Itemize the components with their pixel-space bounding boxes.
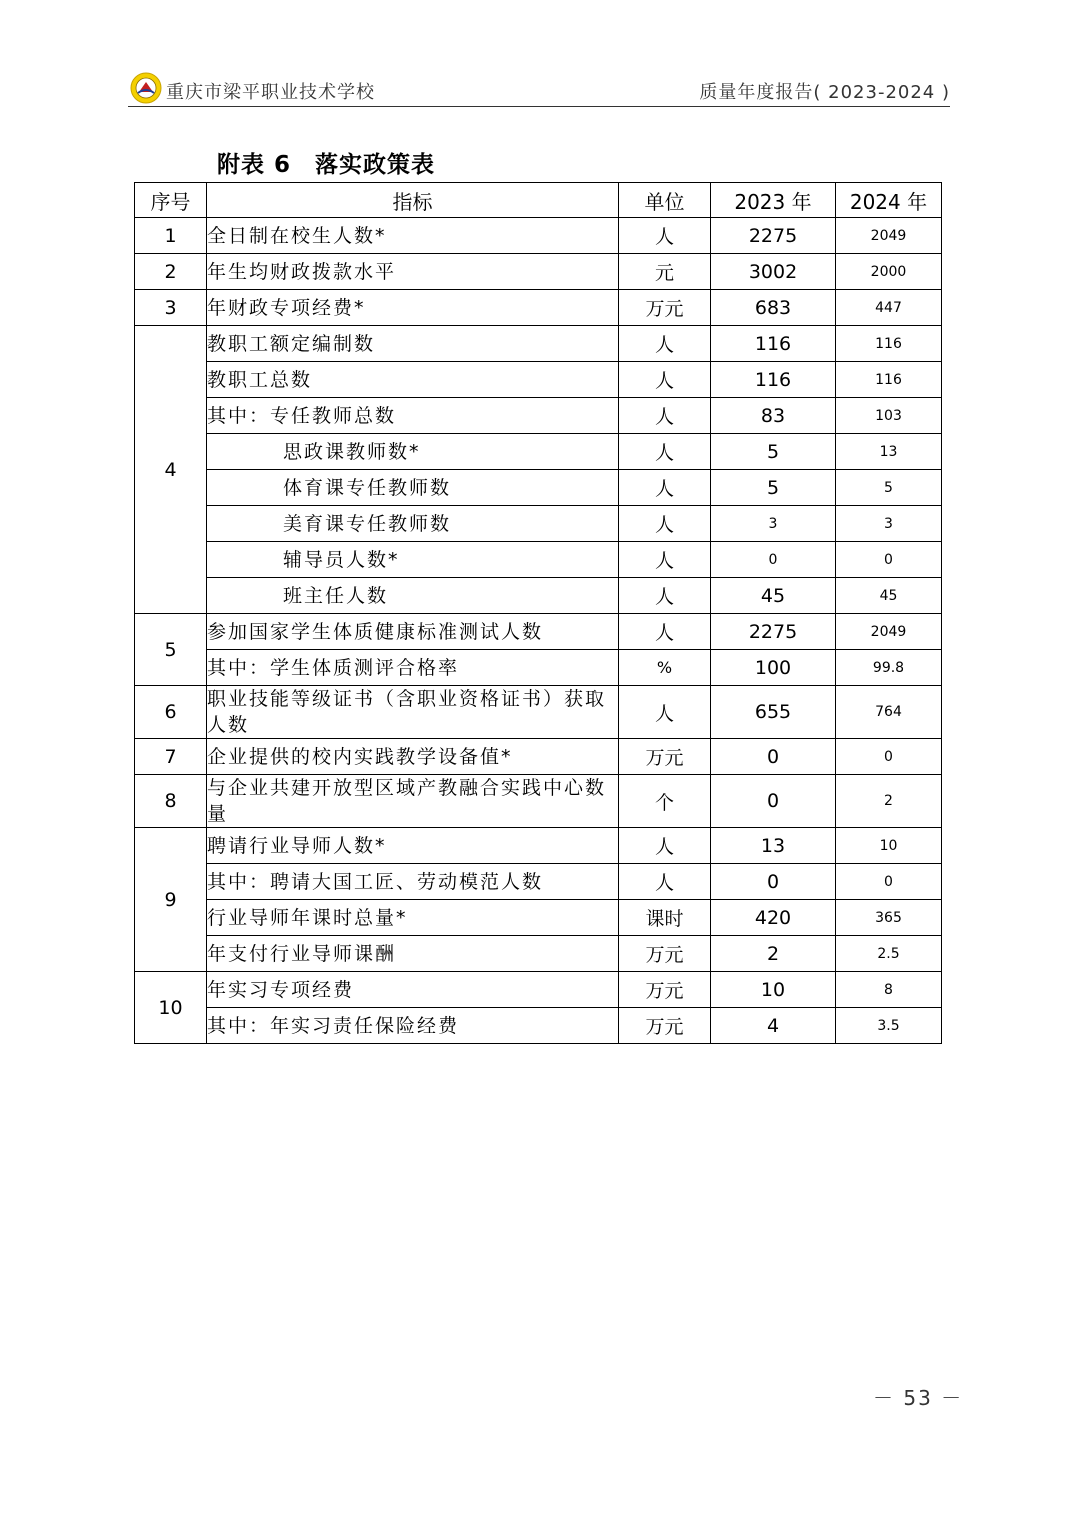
unit-cell: 课时 <box>619 900 711 936</box>
school-name: 重庆市梁平职业技术学校 <box>166 82 375 103</box>
indicator-cell: 美育课专任教师数 <box>207 506 619 542</box>
table-header-row <box>135 183 942 218</box>
value-2023-cell: 4 <box>711 1008 836 1044</box>
seq-cell: 1 <box>135 218 207 254</box>
value-2023-cell: 0 <box>711 542 836 578</box>
table-row <box>135 828 942 864</box>
indicator-cell: 其中：年实习责任保险经费 <box>207 1008 619 1044</box>
seq-cell: 7 <box>135 739 207 775</box>
indicator-cell: 其中：聘请大国工匠、劳动模范人数 <box>207 864 619 900</box>
table-row <box>135 326 942 362</box>
table-row <box>135 506 942 542</box>
value-2023-cell: 0 <box>711 739 836 775</box>
value-2023-cell: 10 <box>711 972 836 1008</box>
value-2024-cell: 2.5 <box>836 936 942 972</box>
indicator-cell: 职业技能等级证书（含职业资格证书）获取人数 <box>207 686 619 739</box>
unit-cell: 人 <box>619 218 711 254</box>
table-row <box>135 900 942 936</box>
unit-cell: 万元 <box>619 936 711 972</box>
unit-cell: 人 <box>619 398 711 434</box>
column-header-unit: 单位 <box>619 183 711 218</box>
table-row <box>135 936 942 972</box>
value-2023-cell: 420 <box>711 900 836 936</box>
policy-table <box>134 182 942 1044</box>
indicator-cell: 聘请行业导师人数* <box>207 828 619 864</box>
unit-cell: % <box>619 650 711 686</box>
value-2023-cell: 655 <box>711 686 836 739</box>
seq-cell: 6 <box>135 686 207 739</box>
indicator-cell: 年支付行业导师课酬 <box>207 936 619 972</box>
table-title: 附表 6 落实政策表 <box>217 152 436 178</box>
unit-cell: 人 <box>619 614 711 650</box>
value-2024-cell: 99.8 <box>836 650 942 686</box>
table-row <box>135 398 942 434</box>
value-2023-cell: 116 <box>711 326 836 362</box>
seq-cell: 10 <box>135 972 207 1044</box>
value-2024-cell: 447 <box>836 290 942 326</box>
table-row <box>135 686 942 739</box>
table-row <box>135 614 942 650</box>
value-2024-cell: 2 <box>836 775 942 828</box>
value-2023-cell: 2275 <box>711 218 836 254</box>
column-header-2023: 2023 年 <box>711 183 836 218</box>
table-row <box>135 739 942 775</box>
unit-cell: 人 <box>619 362 711 398</box>
value-2024-cell: 10 <box>836 828 942 864</box>
value-2023-cell: 0 <box>711 864 836 900</box>
indicator-cell: 思政课教师数* <box>207 434 619 470</box>
unit-cell: 人 <box>619 578 711 614</box>
value-2023-cell: 100 <box>711 650 836 686</box>
seq-cell: 9 <box>135 828 207 972</box>
seq-cell: 4 <box>135 326 207 614</box>
table-row <box>135 1008 942 1044</box>
unit-cell: 万元 <box>619 1008 711 1044</box>
unit-cell: 个 <box>619 775 711 828</box>
table-row <box>135 434 942 470</box>
table-row <box>135 542 942 578</box>
indicator-cell: 教职工额定编制数 <box>207 326 619 362</box>
indicator-cell: 体育课专任教师数 <box>207 470 619 506</box>
value-2024-cell: 2049 <box>836 614 942 650</box>
unit-cell: 人 <box>619 470 711 506</box>
column-header-seq: 序号 <box>135 183 207 218</box>
page-header <box>128 70 950 107</box>
indicator-cell: 班主任人数 <box>207 578 619 614</box>
indicator-cell: 年生均财政拨款水平 <box>207 254 619 290</box>
indicator-cell: 其中：专任教师总数 <box>207 398 619 434</box>
indicator-cell: 与企业共建开放型区域产教融合实践中心数量 <box>207 775 619 828</box>
value-2024-cell: 2000 <box>836 254 942 290</box>
indicator-cell: 行业导师年课时总量* <box>207 900 619 936</box>
unit-cell: 人 <box>619 864 711 900</box>
value-2024-cell: 365 <box>836 900 942 936</box>
value-2023-cell: 5 <box>711 434 836 470</box>
seq-cell: 8 <box>135 775 207 828</box>
value-2024-cell: 45 <box>836 578 942 614</box>
value-2024-cell: 764 <box>836 686 942 739</box>
value-2023-cell: 116 <box>711 362 836 398</box>
value-2024-cell: 116 <box>836 362 942 398</box>
indicator-cell: 教职工总数 <box>207 362 619 398</box>
unit-cell: 万元 <box>619 290 711 326</box>
value-2024-cell: 3 <box>836 506 942 542</box>
page-number: － 53 － <box>873 1386 964 1410</box>
table-row <box>135 864 942 900</box>
value-2023-cell: 45 <box>711 578 836 614</box>
school-logo-icon <box>130 72 162 104</box>
value-2024-cell: 116 <box>836 326 942 362</box>
value-2023-cell: 3002 <box>711 254 836 290</box>
value-2023-cell: 2275 <box>711 614 836 650</box>
value-2024-cell: 103 <box>836 398 942 434</box>
value-2024-cell: 13 <box>836 434 942 470</box>
value-2023-cell: 2 <box>711 936 836 972</box>
unit-cell: 人 <box>619 434 711 470</box>
table-row <box>135 972 942 1008</box>
unit-cell: 万元 <box>619 739 711 775</box>
indicator-cell: 全日制在校生人数* <box>207 218 619 254</box>
value-2023-cell: 83 <box>711 398 836 434</box>
seq-cell: 2 <box>135 254 207 290</box>
unit-cell: 万元 <box>619 972 711 1008</box>
value-2023-cell: 3 <box>711 506 836 542</box>
unit-cell: 人 <box>619 828 711 864</box>
table-row <box>135 362 942 398</box>
table-row <box>135 254 942 290</box>
indicator-cell: 年财政专项经费* <box>207 290 619 326</box>
value-2024-cell: 8 <box>836 972 942 1008</box>
column-header-indicator: 指标 <box>207 183 619 218</box>
indicator-cell: 企业提供的校内实践教学设备值* <box>207 739 619 775</box>
indicator-cell: 辅导员人数* <box>207 542 619 578</box>
unit-cell: 人 <box>619 326 711 362</box>
value-2023-cell: 5 <box>711 470 836 506</box>
value-2024-cell: 3.5 <box>836 1008 942 1044</box>
indicator-cell: 参加国家学生体质健康标准测试人数 <box>207 614 619 650</box>
value-2023-cell: 13 <box>711 828 836 864</box>
unit-cell: 人 <box>619 506 711 542</box>
indicator-cell: 其中：学生体质测评合格率 <box>207 650 619 686</box>
unit-cell: 人 <box>619 542 711 578</box>
value-2024-cell: 0 <box>836 542 942 578</box>
table-row <box>135 578 942 614</box>
table-row <box>135 218 942 254</box>
table-row <box>135 650 942 686</box>
unit-cell: 元 <box>619 254 711 290</box>
value-2023-cell: 0 <box>711 775 836 828</box>
table-row <box>135 470 942 506</box>
value-2024-cell: 0 <box>836 739 942 775</box>
table-row <box>135 775 942 828</box>
value-2023-cell: 683 <box>711 290 836 326</box>
column-header-2024: 2024 年 <box>836 183 942 218</box>
value-2024-cell: 2049 <box>836 218 942 254</box>
value-2024-cell: 0 <box>836 864 942 900</box>
report-title: 质量年度报告( 2023-2024 ) <box>699 82 950 103</box>
table-row <box>135 290 942 326</box>
value-2024-cell: 5 <box>836 470 942 506</box>
seq-cell: 3 <box>135 290 207 326</box>
indicator-cell: 年实习专项经费 <box>207 972 619 1008</box>
unit-cell: 人 <box>619 686 711 739</box>
seq-cell: 5 <box>135 614 207 686</box>
